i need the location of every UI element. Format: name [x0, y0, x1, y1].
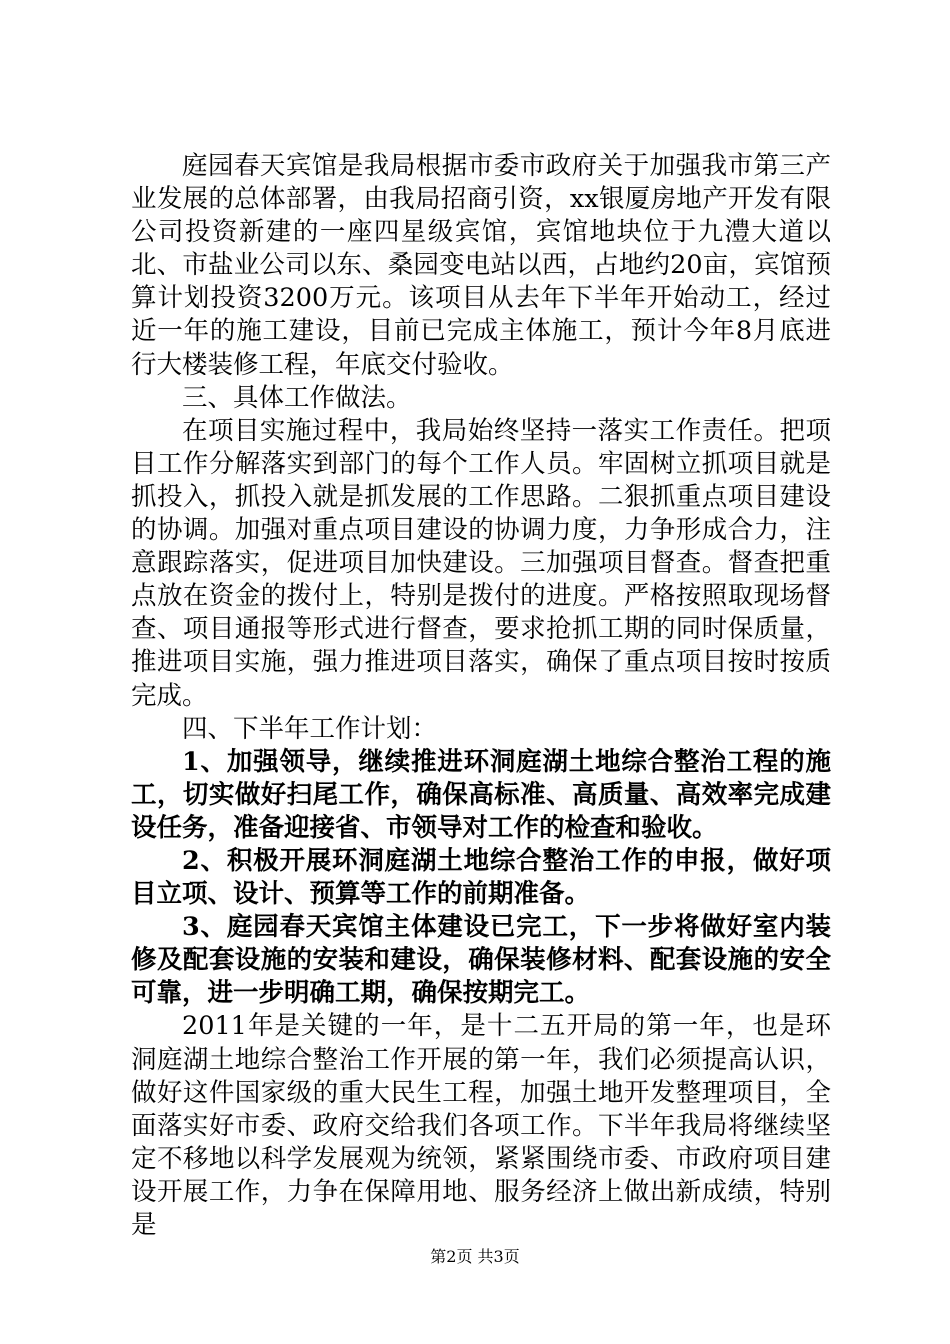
page-footer — [0, 1247, 950, 1267]
document-body — [131, 150, 831, 1242]
section-heading-work-methods: 三、具体工作做法。 — [182, 382, 412, 413]
page-number-total: 共3页 — [477, 1247, 520, 1266]
paragraph-work-methods: 在项目实施过程中，我局始终坚持一落实工作责任。把项目工作分解落实到部门的每个工作人员。牢固树立抓项目就是抓投入，抓投入就是抓发展的工作思路。二狠抓重点项目建设的协调。加强对重点项目建设的协调力度，力争形成合力，注意跟踪落实，促进项目加快建设。三加强项目督查。督查把重点放在资金的拨付上，特别是拨付的进度。严格按照取现场督查、项目通报等形式进行督查，要求抢抓工期的同时保质量，推进项目实施，强力推进项目落实，确保了重点项目按时按质完成。 — [131, 415, 831, 711]
paragraph-conclusion: 2011年是关键的一年，是十二五开局的第一年，也是环洞庭湖土地综合整治工作开展的第一年，我们必须提高认识，做好这件国家级的重大民生工程，加强土地开发整理项目，全面落实好市委、政府交给我们各项工作。下半年我局将继续坚定不移地以科学发展观为统领，紧紧围绕市委、市政府项目建设开展工作，力争在保障用地、服务经济上做出新成绩，特别是 — [131, 1011, 831, 1240]
plan-item-3: 3、庭园春天宾馆主体建设已完工，下一步将做好室内装修及配套设施的安装和建设，确保装修材料、配套设施的安全可靠，进一步明确工期，确保按期完工。 — [131, 912, 831, 1009]
page-number-current: 第2页 — [430, 1247, 473, 1266]
plan-item-2: 2、积极开展环洞庭湖土地综合整治工作的申报，做好项目立项、设计、预算等工作的前期准备。 — [131, 845, 831, 910]
paragraph-hotel-project: 庭园春天宾馆是我局根据市委市政府关于加强我市第三产业发展的总体部署，由我局招商引资，xx银厦房地产开发有限公司投资新建的一座四星级宾馆，宾馆地块位于九澧大道以北、市盐业公司以东、桑园变电站以西，占地约20亩，宾馆预算计划投资3200万元。该项目从去年下半年开始动工，经过近一年的施工建设，目前已完成主体施工，预计今年8月底进行大楼装修工程，年底交付验收。 — [131, 151, 831, 380]
plan-item-1: 1、加强领导，继续推进环洞庭湖土地综合整治工程的施工，切实做好扫尾工作，确保高标准、高质量、高效率完成建设任务，准备迎接省、市领导对工作的检查和验收。 — [131, 746, 831, 843]
section-heading-work-plan: 四、下半年工作计划： — [182, 713, 438, 744]
